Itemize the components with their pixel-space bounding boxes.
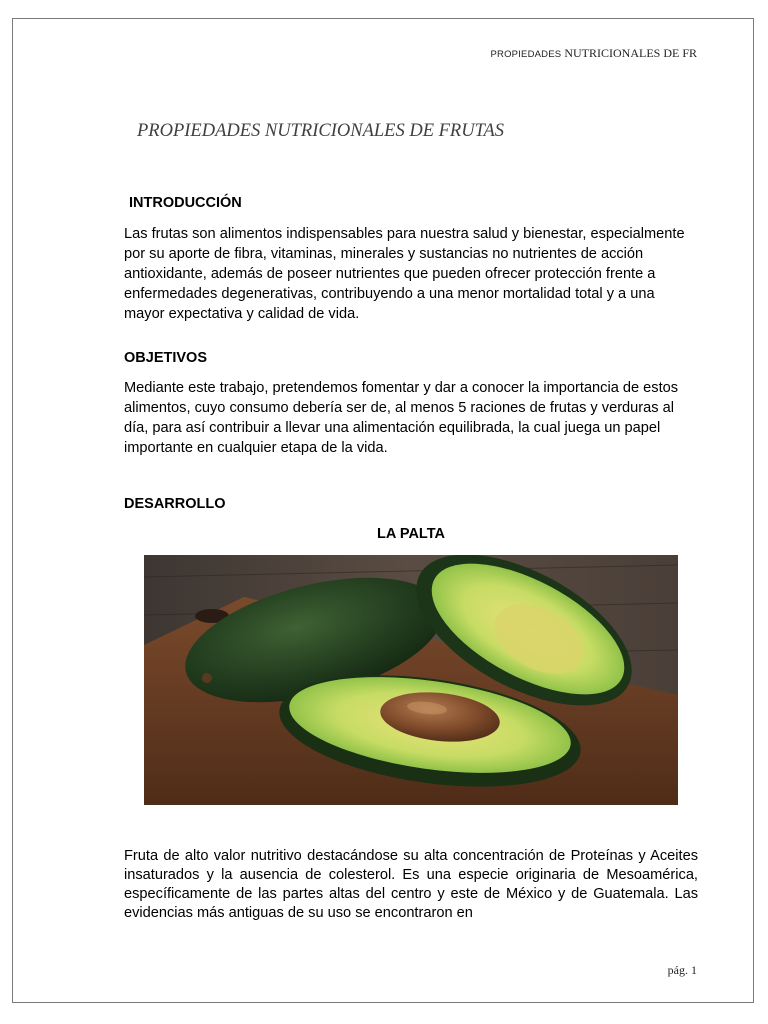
intro-paragraph: Las frutas son alimentos indispensables para nuestra salud y bienestar, especialmente por su aporte de fibra, vitaminas, minerales y sustancias no nutrientes de acción antioxidante, además de poseer nutrientes que pueden ofrecer protección frente a enfermedades degenerativas, contribuyendo a una menor mortalidad total y a una mayor expectativa y calidad de vida. bbox=[124, 226, 685, 322]
page-number: pág. 1 bbox=[667, 963, 697, 977]
heading-introduccion: INTRODUCCIÓN bbox=[129, 195, 242, 211]
document-title: PROPIEDADES NUTRICIONALES DE FRUTAS bbox=[137, 121, 505, 141]
running-header-rest: NUTRICIONALES DE FR bbox=[564, 46, 697, 60]
heading-la-palta: LA PALTA bbox=[377, 526, 445, 542]
running-header bbox=[490, 46, 697, 61]
heading-desarrollo: DESARROLLO bbox=[124, 496, 226, 512]
palta-paragraph: Fruta de alto valor nutritivo destacándose su alta concentración de Proteínas y Aceites insaturados y la ausencia de colesterol. Es una especie originaria de Mesoamérica, específicamente de las partes altas del centro y este de México y de Guatemala. Las evidencias más antiguas de su uso se encontraron en bbox=[124, 848, 698, 921]
running-header-small: PROPIEDADES bbox=[490, 49, 562, 60]
heading-objetivos: OBJETIVOS bbox=[124, 350, 207, 366]
avocado-photo bbox=[144, 555, 678, 805]
objectives-paragraph: Mediante este trabajo, pretendemos fomentar y dar a conocer la importancia de estos alimentos, cuyo consumo debería ser de, al menos 5 raciones de frutas y verduras al día, para así contribuir a llevar una alimentación equilibrada, la cual juega un papel importante en cualquier etapa de la vida. bbox=[124, 380, 679, 456]
